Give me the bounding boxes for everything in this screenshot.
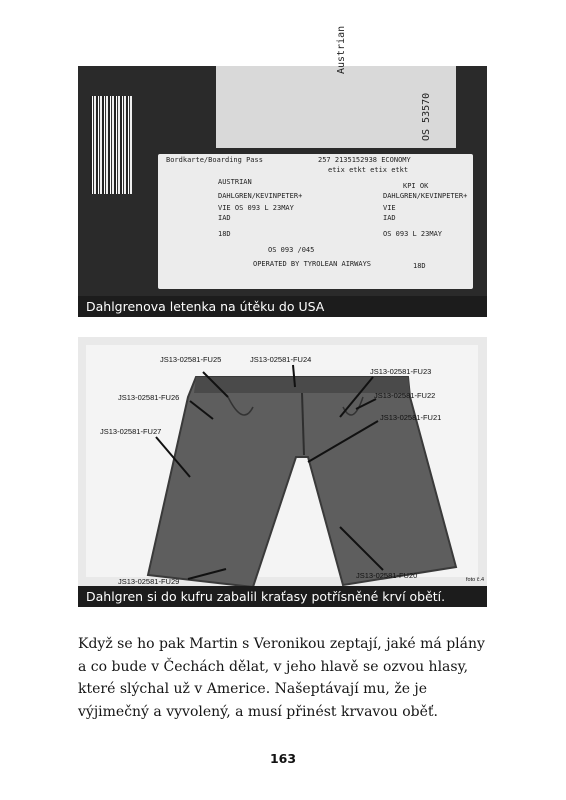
evidence-label: JS13-02581-FU20: [356, 571, 418, 580]
stub-route: VIE: [383, 204, 396, 212]
evidence-label: JS13-02581-FU23: [370, 367, 432, 376]
figure2-caption: Dahlgren si do kufru zabalil kraťasy potřísněné krví obětí.: [78, 586, 487, 607]
stub-passenger: DAHLGREN/KEVINPETER+: [383, 192, 468, 200]
top-number: OS 53570: [421, 92, 432, 141]
stub-flight: OS 093 L 23MAY: [383, 230, 443, 238]
evidence-label: JS13-02581-FU22: [374, 391, 436, 400]
etkt: etix etkt etix etkt: [328, 166, 409, 174]
destination: IAD: [218, 214, 231, 222]
boarding-pass: [158, 154, 473, 289]
photo-note: foto č.4: [466, 577, 485, 583]
stub-seat: 18D: [413, 262, 426, 270]
flight: OS 093 /045: [268, 246, 315, 254]
evidence-label: JS13-02581-FU25: [160, 355, 222, 364]
page-number: 163: [269, 751, 297, 766]
boarding-ok: KPI OK: [403, 182, 429, 190]
route: VIE OS 093 L 23MAY: [218, 204, 294, 212]
paragraph-text: Když se ho pak Martin s Veronikou zeptají, jaké má plány a co bude v Čechách dělat, v jeho hlavě se ozvou hlasy, které slýchal už v Americe. Našeptávají mu, že je výjimečný a vyvolený, a musí přinést krvavou oběť.: [78, 636, 485, 720]
seat: 18D: [218, 230, 231, 238]
shorts-photo: [78, 337, 487, 607]
passenger: DAHLGREN/KEVINPETER+: [218, 192, 303, 200]
evidence-label: JS13-02581-FU24: [250, 355, 312, 364]
figure1-caption: Dahlgrenova letenka na útěku do USA: [78, 296, 487, 317]
boarding-pass-header: Bordkarte/Boarding Pass: [166, 156, 263, 164]
evidence-label: JS13-02581-FU26: [118, 393, 180, 402]
airline: AUSTRIAN: [218, 178, 252, 186]
boarding-pass-photo: [78, 25, 487, 317]
evidence-label: JS13-02581-FU27: [100, 427, 162, 436]
stub-destination: IAD: [383, 214, 396, 222]
top-airline: Austrian: [336, 25, 347, 74]
ticket-stub-top: [216, 25, 456, 148]
ticket-number: 257 2135152938 ECONOMY: [318, 156, 411, 164]
qr-code: [90, 96, 132, 194]
evidence-label: JS13-02581-FU21: [380, 413, 442, 422]
evidence-label: JS13-02581-FU29: [118, 577, 180, 586]
operated-by: OPERATED BY TYROLEAN AIRWAYS: [253, 260, 372, 268]
body-paragraph: [78, 633, 490, 723]
shorts-illustration: [78, 337, 487, 607]
